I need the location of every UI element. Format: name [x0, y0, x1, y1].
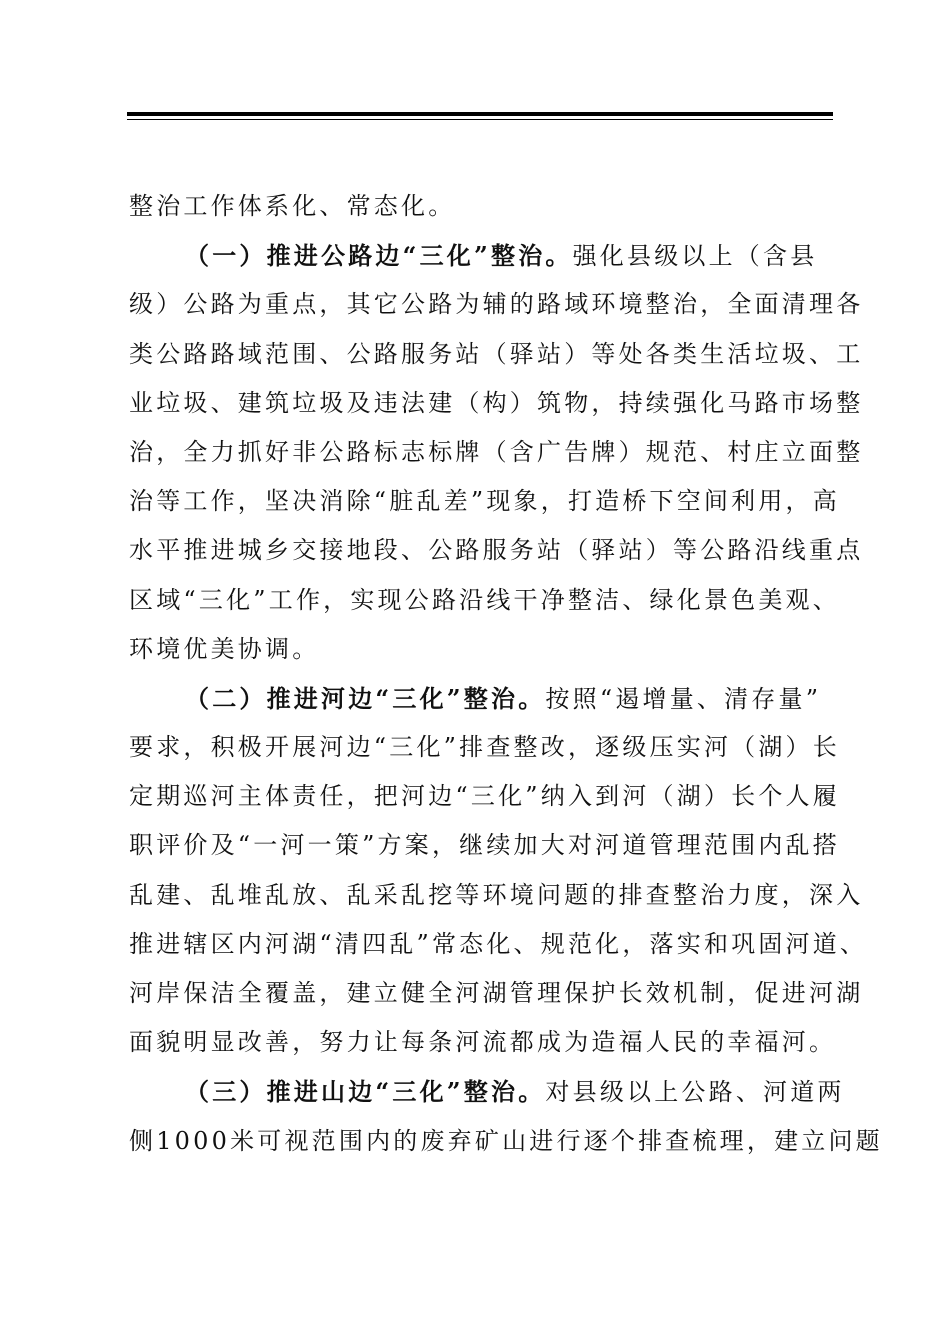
paragraph-line: 类公路路域范围、公路服务站（驿站）等处各类生活垃圾、工: [129, 339, 864, 368]
paragraph-line: 环境优美协调。: [129, 634, 320, 663]
paragraph-line: 职评价及“一河一策”方案，继续加大对河道管理范围内乱搭: [129, 831, 840, 860]
header-rule-thick: [127, 112, 833, 116]
paragraph-line: 水平推进城乡交接地段、公路服务站（驿站）等公路沿线重点: [129, 536, 864, 565]
section-1-text: 强化县级以上（含县: [572, 242, 818, 271]
paragraph-line: 治，全力抓好非公路标志标牌（含广告牌）规范、村庄立面整: [129, 437, 864, 466]
paragraph-line: 级）公路为重点，其它公路为辅的路域环境整治，全面清理各: [129, 290, 864, 319]
paragraph-line: 定期巡河主体责任，把河边“三化”纳入到河（湖）长个人履: [129, 782, 840, 811]
paragraph-line: 推进辖区内河湖“清四乱”常态化、规范化，落实和巩固河道、: [129, 929, 868, 958]
body-text: [129, 182, 883, 1166]
paragraph-line: 整治工作体系化、常态化。: [129, 192, 456, 220]
section-2-text: 按照“遏增量、清存量”: [545, 684, 822, 713]
section-3-text: 对县级以上公路、河道两: [545, 1078, 845, 1107]
paragraph-line: 治等工作，坚决消除“脏乱差”现象，打造桥下空间利用，高: [129, 487, 840, 516]
paragraph-line: 河岸保洁全覆盖，建立健全河湖管理保护长效机制，促进河湖: [129, 979, 864, 1007]
paragraph-line: 区域“三化”工作，实现公路沿线干净整洁、绿化景色美观、: [129, 585, 840, 614]
section-3-first-line: [129, 1067, 845, 1116]
paragraph-line: 要求，积极开展河边“三化”排查整改，逐级压实河（湖）长: [129, 733, 840, 762]
section-3-heading: （三）推进山边“三化”整治。: [185, 1077, 546, 1107]
header-rule-thin: [127, 119, 833, 120]
paragraph-line: 侧1000米可视范围内的废弃矿山进行逐个排查梳理，建立问题: [129, 1126, 883, 1155]
section-1-heading: （一）推进公路边“三化”整治。: [185, 241, 573, 271]
section-2-heading: （二）推进河边“三化”整治。: [185, 683, 546, 713]
paragraph-line: 乱建、乱堆乱放、乱采乱挖等环境问题的排查整治力度，深入: [129, 880, 864, 909]
section-2-first-line: [129, 674, 833, 723]
paragraph-line: 面貌明显改善，努力让每条河流都成为造福人民的幸福河。: [129, 1028, 837, 1057]
section-1-first-line: [129, 231, 833, 280]
paragraph-line: 业垃圾、建筑垃圾及违法建（构）筑物，持续强化马路市场整: [129, 388, 864, 417]
